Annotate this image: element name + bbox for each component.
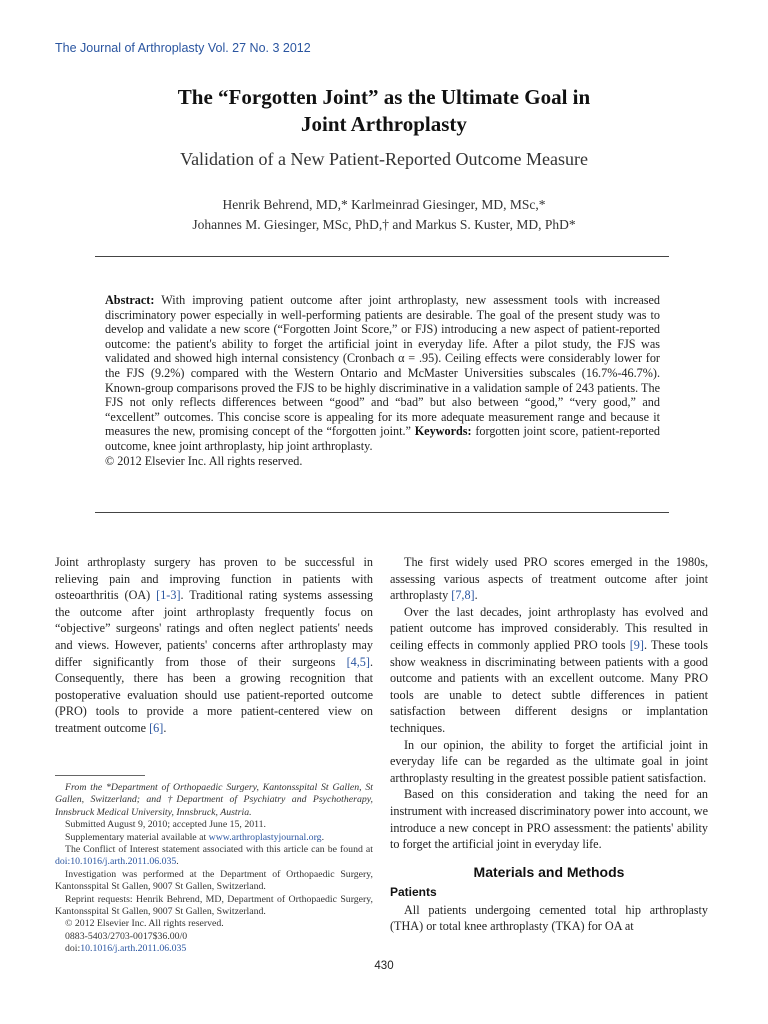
body-text: .	[163, 720, 167, 735]
affiliation-note: From the *Department of Orthopaedic Surgery, Kantonsspital St Gallen, St Gallen, Switzerland; and †Department of Psychiatry and Psychotherapy, Innsbruck Medical University, Innsbruck, Austria.	[55, 782, 373, 818]
paragraph-patients: All patients undergoing cemented total hip arthroplasty (THA) or total knee arthroplasty (TKA) for OA at	[390, 902, 708, 934]
abstract-top-rule	[95, 256, 669, 257]
paragraph-opinion: In our opinion, the ability to forget the artificial joint in everyday life can be regarded as the ultimate goal in joint arthroplasty resulting in the greatest possible patient satisfaction.	[390, 737, 708, 785]
abstract-bottom-rule	[95, 512, 669, 513]
citation-link[interactable]: [9]	[629, 637, 644, 652]
body-text: . Consequently, there has been a growing recognition that postoperative evaluation should use patient-reported outcome (PRO) tools to provide a more patient-centered view on treatment outcome	[55, 654, 373, 735]
body-text: Joint arthroplasty surgery has proven to be successful in relieving pain and improving function in patients with osteoarthritis (OA)	[55, 555, 373, 603]
note-text: doi:	[65, 943, 81, 955]
investigation-note: Investigation was performed at the Department of Orthopaedic Surgery, Kantonsspital St Gallen, 9007 St Gallen, Switzerland.	[55, 868, 373, 893]
left-column	[55, 554, 373, 737]
abstract-label: Abstract:	[105, 293, 155, 307]
citation-link[interactable]: [7,8]	[451, 588, 475, 603]
doi-link[interactable]: doi:10.1016/j.arth.2011.06.035	[55, 856, 177, 868]
note-text: Supplementary material available at	[65, 831, 209, 843]
footnotes	[55, 782, 373, 956]
paragraph-pro-history	[390, 554, 708, 604]
body-text: Over the last decades, joint arthroplasty has evolved and patient outcome has improved considerably. This resulted in ceiling effects in commonly applied PRO tools	[390, 604, 708, 652]
abstract-text: With improving patient outcome after joint arthroplasty, new assessment tools with increased discriminatory power especially in well-performing patients are desirable. The goal of the present study was to develop and validate a new score (“Forgotten Joint Score,” or FJS) introducing a new aspect of patient-reported outcome: the patient's ability to forget the artificial joint in everyday life. After a pilot study, the FJS was validated and showed high internal consistency (Cronbach α = .95). Ceiling effects were considerably lower for the FJS (9.2%) compared with the Western Ontario and McMaster Universities subscales (16.7%-46.7%). Known-group comparisons proved the FJS to be highly discriminative in a validation sample of 243 patients. The FJS not only reflects differences between “good” and “bad” but also between “good,” “very good,” and “excellent” outcomes. This concise score is appealing for its more adequate measurement range and because it measures the new, promising concept of the “forgotten joint.”	[105, 293, 660, 439]
subsection-heading: Patients	[390, 885, 437, 900]
author-list	[60, 195, 708, 235]
supplementary-note	[55, 832, 373, 844]
note-text: The Conflict of Interest statement associated with this article can be found at	[65, 844, 373, 856]
authors-line-2: Johannes M. Giesinger, MSc, PhD,† and Markus S. Kuster, MD, PhD*	[192, 217, 576, 232]
journal-url-link[interactable]: www.arthroplastyjournal.org	[208, 831, 322, 843]
authors-line-1: Henrik Behrend, MD,* Karlmeinrad Giesinger, MD, MSc,*	[222, 197, 546, 212]
abstract	[105, 293, 660, 468]
paragraph-new-concept: Based on this consideration and taking the need for an instrument with increased discriminatory power into account, we introduce a new concept in PRO assessment: the patients' ability to forget the artificial joint in everyday life.	[390, 787, 708, 852]
submission-note: Submitted August 9, 2010; accepted June 15, 2011.	[65, 819, 266, 831]
keywords-text: forgotten joint score, patient-reported outcome, knee joint arthroplasty, hip joint arthroplasty.	[105, 424, 661, 453]
body-text: .	[474, 588, 478, 603]
article-doi-link[interactable]: 10.1016/j.arth.2011.06.035	[80, 943, 187, 955]
paragraph-ceiling-effects	[390, 604, 708, 737]
note-text: .	[321, 831, 325, 843]
journal-citation: The Journal of Arthroplasty Vol. 27 No. 3 2012	[55, 41, 311, 55]
article-subtitle: Validation of a New Patient-Reported Outcome Measure	[180, 149, 588, 169]
body-text: . Traditional rating systems assessing the outcome after joint arthroplasty frequently focus on “objective” surgeons' ratings and often neglect patients' needs and views. However, patients' concerns after arthroplasty may differ significantly from those of their surgeons	[55, 588, 374, 669]
body-text: . These tools show weakness in discriminating between patients with a good outcome and patients with an excellent outcome. Many PRO tools are unable to detect subtle differences in patient satisfaction between different designs or implantation techniques.	[390, 637, 708, 735]
note-text: .	[176, 856, 179, 868]
reprint-note: Reprint requests: Henrik Behrend, MD, Department of Orthopaedic Surgery, Kantonsspital St Gallen, 9007 St Gallen, Switzerland.	[55, 893, 373, 918]
issn-note: 0883-5403/2703-0017$36.00/0	[65, 930, 188, 942]
citation-link[interactable]: [4,5]	[346, 654, 370, 669]
citation-link[interactable]: [6]	[149, 720, 164, 735]
right-column	[390, 554, 708, 935]
intro-paragraph	[55, 554, 373, 737]
citation-link[interactable]: [1-3]	[156, 588, 181, 603]
page-number: 430	[374, 960, 394, 972]
doi-note	[55, 943, 373, 955]
section-heading: Materials and Methods	[473, 863, 625, 880]
abstract-copyright: © 2012 Elsevier Inc. All rights reserved.	[105, 453, 303, 468]
conflict-note	[55, 844, 373, 869]
title-line-1: The “Forgotten Joint” as the Ultimate Goal in	[177, 85, 591, 109]
keywords-label: Keywords:	[414, 424, 472, 439]
body-text: The first widely used PRO scores emerged in the 1980s, assessing various aspects of treatment outcome after joint arthroplasty	[390, 555, 708, 603]
copyright-note: © 2012 Elsevier Inc. All rights reserved.	[65, 918, 224, 930]
footnote-rule	[55, 775, 145, 776]
title-line-2: Joint Arthroplasty	[301, 112, 467, 136]
article-title	[60, 84, 708, 138]
